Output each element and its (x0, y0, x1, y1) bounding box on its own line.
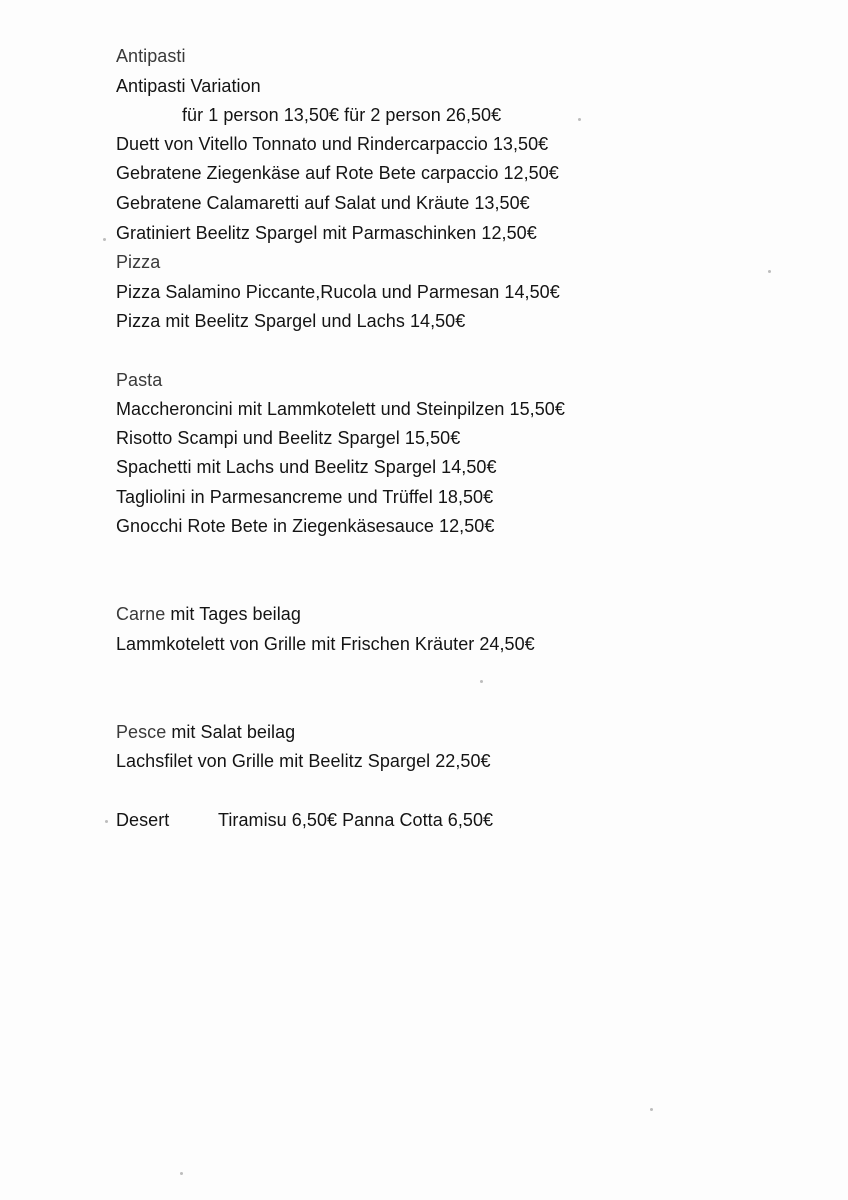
desert-items: Tiramisu 6,50€ Panna Cotta 6,50€ (218, 810, 494, 830)
scan-speck (480, 680, 483, 683)
carne-heading-word: Carne (116, 604, 166, 624)
menu-item: Gebratene Calamaretti auf Salat und Kräute 13,50€ (116, 193, 530, 213)
menu-item: Lachsfilet von Grille mit Beelitz Spargel 22,50€ (116, 751, 491, 771)
pesce-heading-suffix: mit Salat beilag (171, 722, 296, 742)
menu-item: Gebratene Ziegenkäse auf Rote Bete carpaccio 12,50€ (116, 163, 559, 183)
carne-heading (116, 603, 301, 625)
scan-speck (180, 1172, 183, 1175)
scan-speck (650, 1108, 653, 1111)
menu-item: Gratiniert Beelitz Spargel mit Parmaschinken 12,50€ (116, 223, 537, 243)
antipasti-heading: Antipasti (116, 46, 186, 66)
scan-speck (578, 118, 581, 121)
menu-item: Duett von Vitello Tonnato und Rindercarpaccio 13,50€ (116, 134, 549, 154)
carne-heading-suffix: mit Tages beilag (170, 604, 301, 624)
pesce-heading-word: Pesce (116, 722, 167, 742)
scan-speck (768, 270, 771, 273)
antipasti-variation-prices: für 1 person 13,50€ für 2 person 26,50€ (182, 105, 502, 125)
antipasti-variation-title: Antipasti Variation (116, 76, 261, 96)
pasta-heading: Pasta (116, 370, 163, 390)
menu-item: Gnocchi Rote Bete in Ziegenkäsesauce 12,50€ (116, 516, 495, 536)
menu-item: Pizza Salamino Piccante,Rucola und Parmesan 14,50€ (116, 282, 560, 302)
pizza-heading: Pizza (116, 252, 161, 272)
desert-label: Desert (116, 810, 170, 830)
pesce-heading (116, 721, 295, 743)
menu-item: Spachetti mit Lachs und Beelitz Spargel 14,50€ (116, 457, 497, 477)
menu-item: Tagliolini in Parmesancreme und Trüffel 18,50€ (116, 487, 494, 507)
menu-item: Maccheroncini mit Lammkotelett und Steinpilzen 15,50€ (116, 399, 565, 419)
menu-item: Pizza mit Beelitz Spargel und Lachs 14,50€ (116, 311, 466, 331)
menu-item: Risotto Scampi und Beelitz Spargel 15,50€ (116, 428, 461, 448)
scan-speck (103, 238, 106, 241)
menu-item: Lammkotelett von Grille mit Frischen Kräuter 24,50€ (116, 634, 535, 654)
scan-speck (105, 820, 108, 823)
